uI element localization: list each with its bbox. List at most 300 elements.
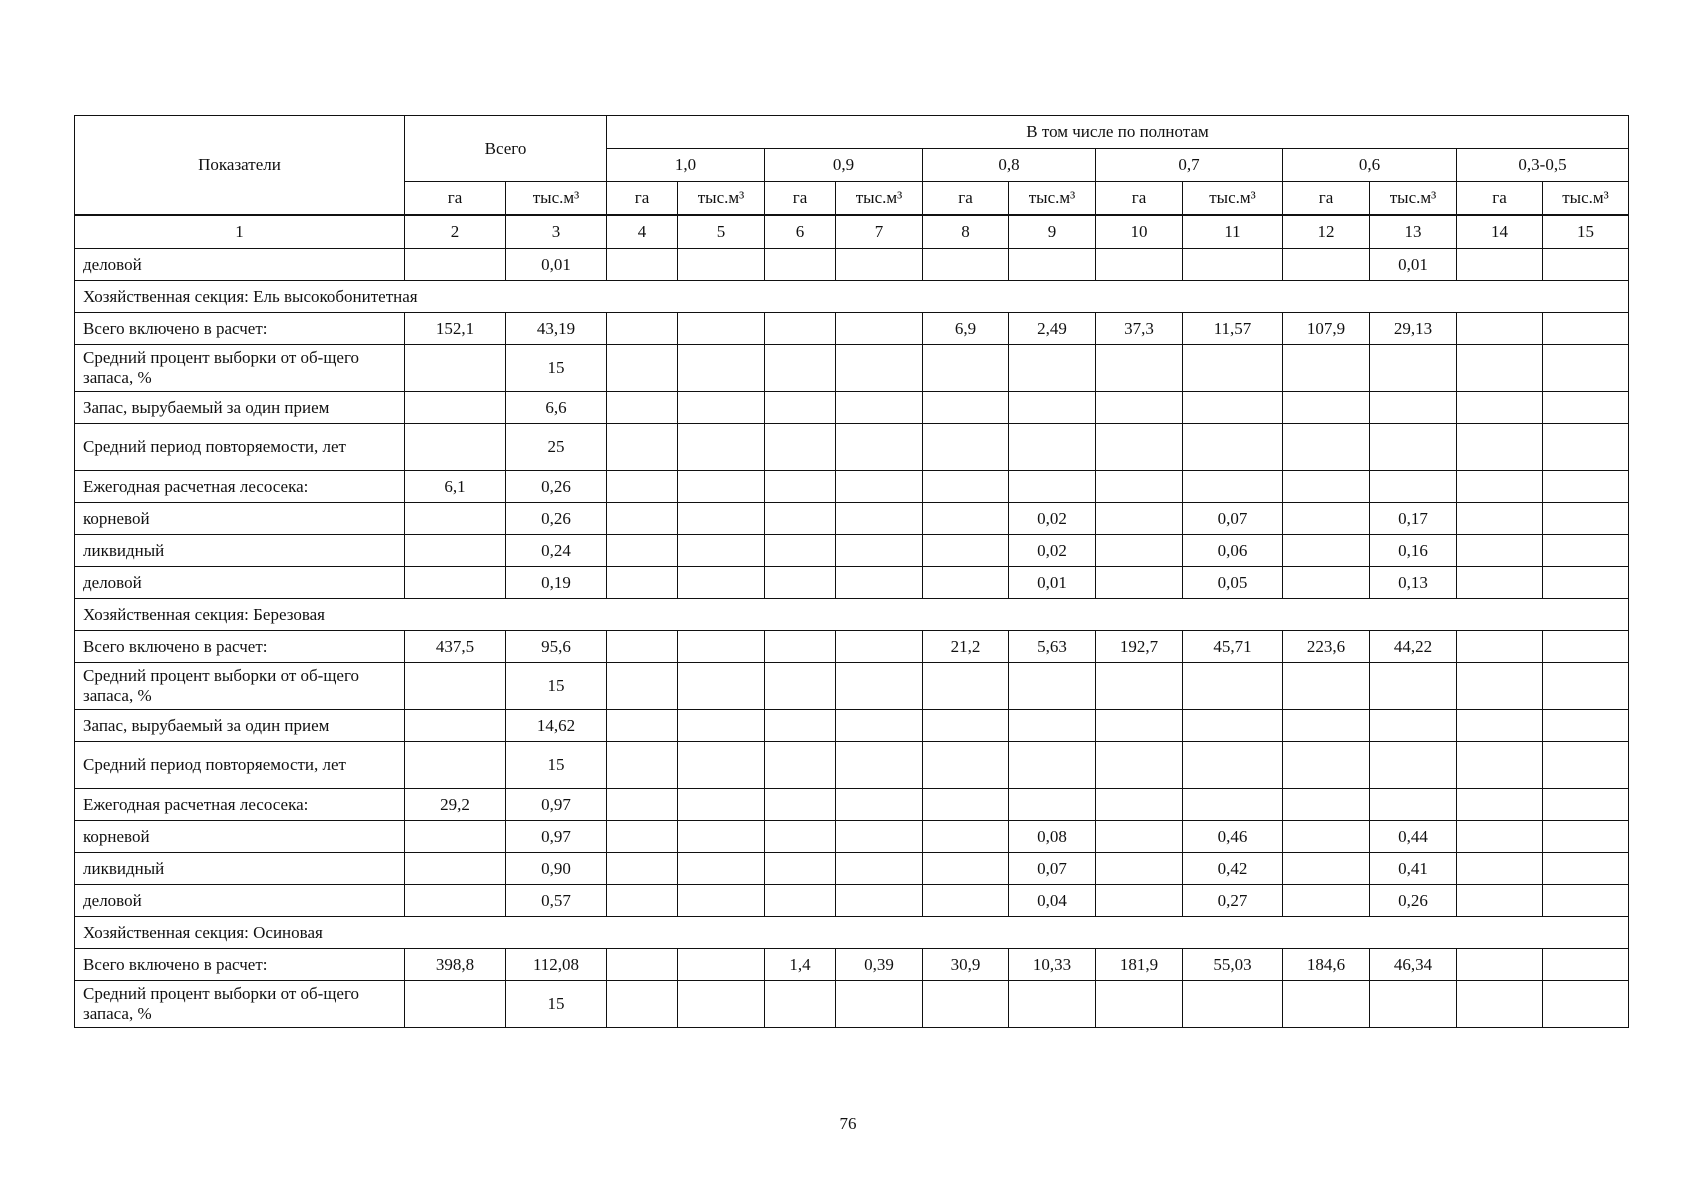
row-label: Средний процент выборки от об-щего запаса, % <box>75 981 405 1028</box>
table-cell: 0,26 <box>506 503 607 535</box>
column-number: 5 <box>678 215 765 249</box>
table-cell <box>923 853 1009 885</box>
row-label: Запас, вырубаемый за один прием <box>75 392 405 424</box>
table-cell <box>923 821 1009 853</box>
table-cell <box>836 789 923 821</box>
unit-volume-header: тыс.м³ <box>678 182 765 216</box>
row-label: Всего включено в расчет: <box>75 631 405 663</box>
unit-ha-header: га <box>923 182 1009 216</box>
table-cell <box>607 249 678 281</box>
table-cell <box>765 663 836 710</box>
table-cell <box>836 885 923 917</box>
table-cell <box>1283 345 1370 392</box>
table-cell <box>923 392 1009 424</box>
table-cell <box>1543 821 1629 853</box>
table-cell <box>836 631 923 663</box>
row-label: Ежегодная расчетная лесосека: <box>75 471 405 503</box>
row-label: Всего включено в расчет: <box>75 949 405 981</box>
table-cell <box>1096 424 1183 471</box>
table-cell <box>1183 663 1283 710</box>
header-density-group: В том числе по полнотам <box>607 116 1629 149</box>
table-cell <box>678 742 765 789</box>
table-cell: 2,49 <box>1009 313 1096 345</box>
table-cell: 0,39 <box>836 949 923 981</box>
table-cell <box>1183 424 1283 471</box>
table-cell <box>678 853 765 885</box>
row-label: Средний процент выборки от об-щего запаса, % <box>75 345 405 392</box>
table-cell: 25 <box>506 424 607 471</box>
table-cell <box>607 981 678 1028</box>
table-cell <box>1096 821 1183 853</box>
unit-volume-header: тыс.м³ <box>506 182 607 216</box>
unit-ha-header: га <box>765 182 836 216</box>
table-cell <box>607 313 678 345</box>
table-cell <box>1096 885 1183 917</box>
table-cell <box>765 503 836 535</box>
column-number: 9 <box>1009 215 1096 249</box>
table-cell <box>1370 742 1457 789</box>
table-cell <box>1457 392 1543 424</box>
table-header <box>75 116 1629 216</box>
table-cell <box>765 392 836 424</box>
table-cell <box>607 503 678 535</box>
density-header: 0,9 <box>765 149 923 182</box>
table-cell <box>678 345 765 392</box>
table-cell <box>1283 742 1370 789</box>
table-row <box>75 710 1629 742</box>
table-cell <box>765 345 836 392</box>
table-cell <box>607 789 678 821</box>
table-cell: 192,7 <box>1096 631 1183 663</box>
density-header: 0,7 <box>1096 149 1283 182</box>
table-row <box>75 503 1629 535</box>
table-cell <box>1096 392 1183 424</box>
table-cell <box>1370 981 1457 1028</box>
table-cell <box>1096 567 1183 599</box>
table-cell: 0,41 <box>1370 853 1457 885</box>
table-cell: 0,17 <box>1370 503 1457 535</box>
table-cell: 55,03 <box>1183 949 1283 981</box>
row-label: Средний период повторяемости, лет <box>75 742 405 789</box>
table-cell <box>1543 424 1629 471</box>
table-row <box>75 949 1629 981</box>
table-cell <box>1543 345 1629 392</box>
column-number: 14 <box>1457 215 1543 249</box>
table-cell <box>1543 981 1629 1028</box>
table-cell: 29,13 <box>1370 313 1457 345</box>
table-cell <box>923 567 1009 599</box>
table-cell <box>923 981 1009 1028</box>
table-row <box>75 885 1629 917</box>
table-cell: 0,42 <box>1183 853 1283 885</box>
unit-volume-header: тыс.м³ <box>1009 182 1096 216</box>
forest-harvest-table <box>74 115 1629 1028</box>
table-cell <box>1457 424 1543 471</box>
table-cell <box>1183 345 1283 392</box>
table-row <box>75 742 1629 789</box>
table-cell <box>923 663 1009 710</box>
unit-ha-header: га <box>607 182 678 216</box>
table-cell <box>607 742 678 789</box>
table-cell: 0,57 <box>506 885 607 917</box>
table-cell <box>1457 503 1543 535</box>
table-cell <box>923 249 1009 281</box>
table-cell <box>1457 471 1543 503</box>
column-number: 7 <box>836 215 923 249</box>
table-cell <box>836 663 923 710</box>
table-cell <box>678 663 765 710</box>
table-cell: 0,16 <box>1370 535 1457 567</box>
table-cell <box>1283 249 1370 281</box>
row-label: деловой <box>75 567 405 599</box>
table-cell <box>1096 742 1183 789</box>
table-cell <box>1096 535 1183 567</box>
table-cell <box>836 313 923 345</box>
table-cell <box>836 424 923 471</box>
table-cell <box>1457 981 1543 1028</box>
table-cell <box>1457 345 1543 392</box>
table-cell <box>1096 981 1183 1028</box>
table-cell <box>607 424 678 471</box>
table-cell <box>1543 249 1629 281</box>
table-cell <box>1283 567 1370 599</box>
table-cell <box>678 821 765 853</box>
table-row <box>75 424 1629 471</box>
table-cell <box>1370 789 1457 821</box>
table-cell <box>765 885 836 917</box>
table-cell <box>1543 567 1629 599</box>
column-number: 2 <box>405 215 506 249</box>
row-label: корневой <box>75 821 405 853</box>
table-cell <box>1009 742 1096 789</box>
table-cell <box>1543 949 1629 981</box>
table-cell <box>405 535 506 567</box>
column-number: 3 <box>506 215 607 249</box>
table-cell <box>607 471 678 503</box>
table-cell: 44,22 <box>1370 631 1457 663</box>
table-cell: 0,46 <box>1183 821 1283 853</box>
table-cell <box>1009 789 1096 821</box>
table-cell <box>765 789 836 821</box>
table-cell: 0,90 <box>506 853 607 885</box>
table-cell <box>1543 392 1629 424</box>
table-cell <box>1283 392 1370 424</box>
row-label: Запас, вырубаемый за один прием <box>75 710 405 742</box>
table-cell <box>1457 631 1543 663</box>
table-cell: 181,9 <box>1096 949 1183 981</box>
table-cell <box>405 392 506 424</box>
table-cell <box>607 567 678 599</box>
table-cell <box>836 821 923 853</box>
table-cell <box>923 471 1009 503</box>
table-cell <box>1096 249 1183 281</box>
table-cell: 1,4 <box>765 949 836 981</box>
table-cell <box>836 853 923 885</box>
table-cell <box>1370 424 1457 471</box>
table-cell <box>405 567 506 599</box>
table-cell: 45,71 <box>1183 631 1283 663</box>
table-cell: 0,19 <box>506 567 607 599</box>
header-indicators: Показатели <box>75 116 405 216</box>
table-cell: 6,9 <box>923 313 1009 345</box>
table-cell: 0,02 <box>1009 535 1096 567</box>
table-cell <box>1009 981 1096 1028</box>
table-cell <box>1096 853 1183 885</box>
table-cell <box>765 313 836 345</box>
table-cell <box>836 710 923 742</box>
table-cell <box>405 663 506 710</box>
unit-volume-header: тыс.м³ <box>1183 182 1283 216</box>
table-row <box>75 392 1629 424</box>
table-cell <box>923 710 1009 742</box>
table-cell <box>1283 885 1370 917</box>
density-header: 0,3-0,5 <box>1457 149 1629 182</box>
section-row <box>75 281 1629 313</box>
section-row <box>75 917 1629 949</box>
table-cell <box>1370 345 1457 392</box>
table-cell <box>607 535 678 567</box>
unit-ha-header: га <box>1096 182 1183 216</box>
column-number-row <box>75 215 1629 249</box>
table-cell: 29,2 <box>405 789 506 821</box>
table-cell <box>1096 663 1183 710</box>
table-cell: 0,07 <box>1183 503 1283 535</box>
table-cell: 0,04 <box>1009 885 1096 917</box>
unit-ha-header: га <box>1283 182 1370 216</box>
table-cell: 437,5 <box>405 631 506 663</box>
table-cell: 0,01 <box>506 249 607 281</box>
density-header: 1,0 <box>607 149 765 182</box>
table-cell: 15 <box>506 981 607 1028</box>
table-cell: 184,6 <box>1283 949 1370 981</box>
table-cell: 0,26 <box>1370 885 1457 917</box>
table-row <box>75 313 1629 345</box>
table-cell <box>765 631 836 663</box>
table-row <box>75 853 1629 885</box>
table-cell <box>607 885 678 917</box>
table-cell <box>1543 631 1629 663</box>
table-cell <box>765 471 836 503</box>
table-cell: 0,06 <box>1183 535 1283 567</box>
column-number: 13 <box>1370 215 1457 249</box>
table-cell <box>1370 663 1457 710</box>
header-total: Всего <box>405 116 607 182</box>
table-cell <box>1370 392 1457 424</box>
page-number: 76 <box>839 1114 857 1133</box>
table-row <box>75 789 1629 821</box>
table-cell <box>678 392 765 424</box>
table-cell <box>1283 789 1370 821</box>
table-cell: 107,9 <box>1283 313 1370 345</box>
table-cell <box>678 981 765 1028</box>
table-cell <box>607 710 678 742</box>
table-cell <box>1096 710 1183 742</box>
table-cell <box>836 249 923 281</box>
table-cell <box>1283 663 1370 710</box>
table-cell: 0,07 <box>1009 853 1096 885</box>
table-cell <box>1283 471 1370 503</box>
table-cell <box>1543 313 1629 345</box>
table-cell <box>923 742 1009 789</box>
table-cell <box>836 981 923 1028</box>
table-cell <box>1543 853 1629 885</box>
table-cell: 0,27 <box>1183 885 1283 917</box>
table-cell <box>1283 710 1370 742</box>
unit-volume-header: тыс.м³ <box>1370 182 1457 216</box>
table-cell <box>678 789 765 821</box>
table-cell <box>1283 503 1370 535</box>
column-number: 6 <box>765 215 836 249</box>
density-header: 0,8 <box>923 149 1096 182</box>
table-cell <box>1457 821 1543 853</box>
table-cell <box>405 885 506 917</box>
table-cell: 11,57 <box>1183 313 1283 345</box>
table-cell: 152,1 <box>405 313 506 345</box>
table-cell: 30,9 <box>923 949 1009 981</box>
table-cell: 10,33 <box>1009 949 1096 981</box>
table-cell: 0,97 <box>506 821 607 853</box>
table-cell <box>1009 392 1096 424</box>
table-cell: 15 <box>506 663 607 710</box>
table-row <box>75 471 1629 503</box>
table-cell <box>405 821 506 853</box>
unit-ha-header: га <box>1457 182 1543 216</box>
table-cell <box>1543 471 1629 503</box>
table-cell <box>678 535 765 567</box>
unit-ha-header: га <box>405 182 506 216</box>
table-cell <box>923 885 1009 917</box>
table-cell: 46,34 <box>1370 949 1457 981</box>
table-cell <box>836 535 923 567</box>
table-cell <box>1457 249 1543 281</box>
table-cell <box>765 742 836 789</box>
table-cell <box>836 503 923 535</box>
table-cell <box>405 424 506 471</box>
table-cell <box>1183 392 1283 424</box>
table-cell <box>405 742 506 789</box>
table-row <box>75 535 1629 567</box>
row-label: Средний процент выборки от об-щего запаса, % <box>75 663 405 710</box>
table-cell <box>765 821 836 853</box>
table-cell: 0,26 <box>506 471 607 503</box>
table-cell <box>1183 471 1283 503</box>
row-label: ликвидный <box>75 535 405 567</box>
table-cell <box>1009 710 1096 742</box>
table-cell: 95,6 <box>506 631 607 663</box>
table-cell <box>1457 313 1543 345</box>
table-cell: 5,63 <box>1009 631 1096 663</box>
table-cell <box>1457 853 1543 885</box>
table-cell <box>1457 789 1543 821</box>
table-cell <box>1457 949 1543 981</box>
table-cell <box>607 392 678 424</box>
section-title: Хозяйственная секция: Осиновая <box>75 917 1629 949</box>
row-label: ликвидный <box>75 853 405 885</box>
table-cell <box>678 249 765 281</box>
table-cell: 0,01 <box>1370 249 1457 281</box>
table-cell <box>1009 424 1096 471</box>
table-cell <box>836 742 923 789</box>
table-cell <box>1009 471 1096 503</box>
table-cell: 0,05 <box>1183 567 1283 599</box>
table-cell <box>1283 535 1370 567</box>
table-cell <box>678 313 765 345</box>
table-row <box>75 981 1629 1028</box>
column-number: 11 <box>1183 215 1283 249</box>
table-cell <box>607 853 678 885</box>
table-cell <box>1283 853 1370 885</box>
table-cell: 0,97 <box>506 789 607 821</box>
table-cell <box>1096 503 1183 535</box>
column-number: 1 <box>75 215 405 249</box>
row-label: корневой <box>75 503 405 535</box>
table-cell <box>1457 742 1543 789</box>
table-cell <box>836 392 923 424</box>
table-cell: 0,01 <box>1009 567 1096 599</box>
table-cell <box>1370 710 1457 742</box>
table-cell <box>678 424 765 471</box>
table-cell: 15 <box>506 345 607 392</box>
table-cell <box>1457 535 1543 567</box>
table-cell <box>1009 345 1096 392</box>
column-number: 15 <box>1543 215 1629 249</box>
table-cell <box>1543 789 1629 821</box>
table-cell: 37,3 <box>1096 313 1183 345</box>
table-cell <box>1543 710 1629 742</box>
table-row <box>75 631 1629 663</box>
table-cell <box>1543 535 1629 567</box>
table-cell <box>1457 710 1543 742</box>
table-cell: 0,13 <box>1370 567 1457 599</box>
table-cell <box>1283 424 1370 471</box>
table-cell <box>607 821 678 853</box>
table-cell <box>1283 981 1370 1028</box>
table-cell <box>1183 742 1283 789</box>
table-cell <box>1543 742 1629 789</box>
table-cell: 0,08 <box>1009 821 1096 853</box>
section-title: Хозяйственная секция: Березовая <box>75 599 1629 631</box>
table-cell <box>405 249 506 281</box>
table-cell: 43,19 <box>506 313 607 345</box>
table-cell <box>1283 821 1370 853</box>
table-cell <box>678 710 765 742</box>
table-cell <box>1183 710 1283 742</box>
table-cell: 21,2 <box>923 631 1009 663</box>
table-cell <box>1096 345 1183 392</box>
table-cell <box>405 503 506 535</box>
table-cell <box>405 710 506 742</box>
table-cell <box>1457 663 1543 710</box>
table-row <box>75 567 1629 599</box>
table-cell <box>1183 789 1283 821</box>
table-cell <box>765 424 836 471</box>
column-number: 12 <box>1283 215 1370 249</box>
row-label: Средний период повторяемости, лет <box>75 424 405 471</box>
table-cell <box>765 249 836 281</box>
table-cell: 0,02 <box>1009 503 1096 535</box>
table-cell <box>607 345 678 392</box>
table-row <box>75 663 1629 710</box>
row-label: Всего включено в расчет: <box>75 313 405 345</box>
row-label: Ежегодная расчетная лесосека: <box>75 789 405 821</box>
table-cell <box>923 503 1009 535</box>
table-cell: 112,08 <box>506 949 607 981</box>
table-cell <box>765 853 836 885</box>
column-number: 10 <box>1096 215 1183 249</box>
table-cell <box>1183 249 1283 281</box>
table-cell <box>678 503 765 535</box>
unit-volume-header: тыс.м³ <box>836 182 923 216</box>
